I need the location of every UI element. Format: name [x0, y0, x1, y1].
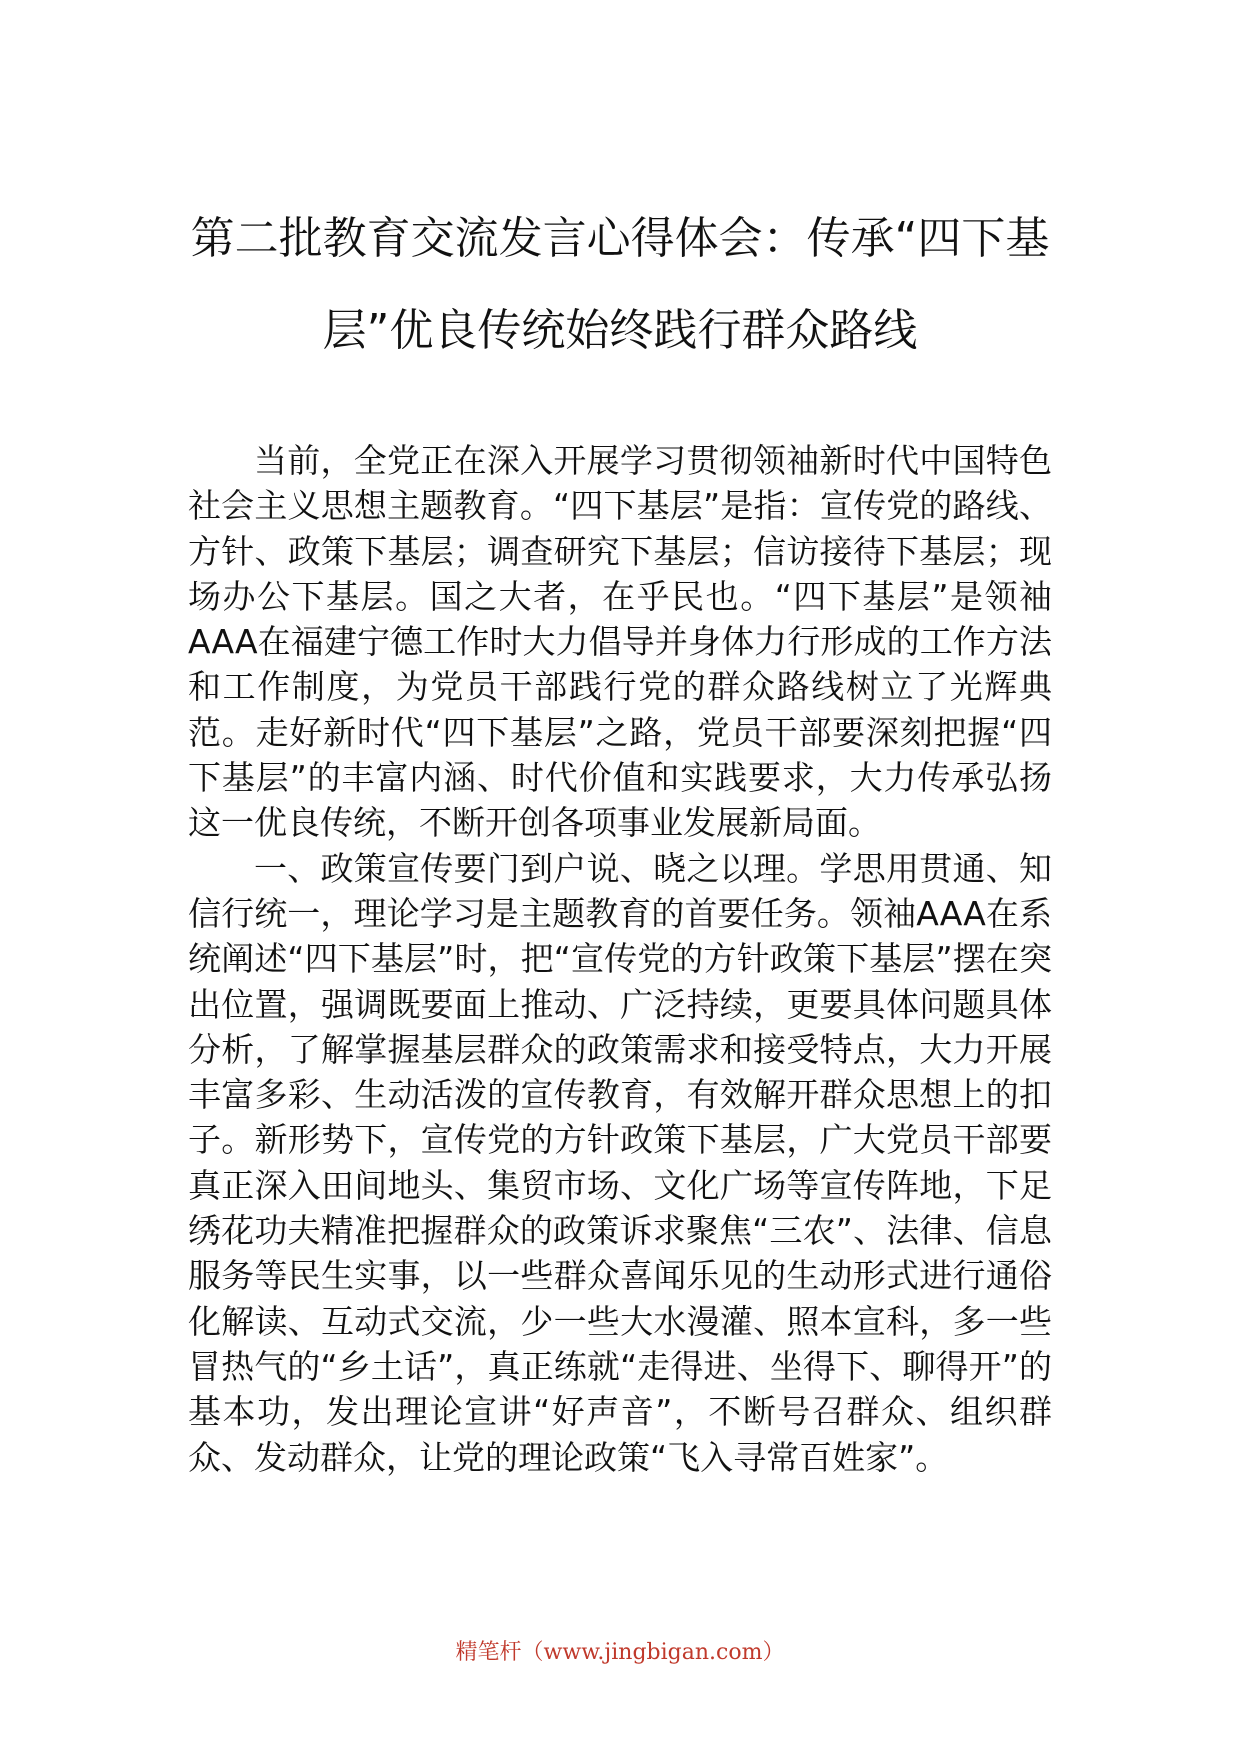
document-body	[188, 438, 1052, 1480]
paragraph-intro: 当前，全党正在深入开展学习贯彻领袖新时代中国特色社会主义思想主题教育。“四下基层”是指：宣传党的路线、方针、政策下基层；调查研究下基层；信访接待下基层；现场办公下基层。国之大者，在乎民也。“四下基层”是领袖AAA在福建宁德工作时大力倡导并身体力行形成的工作方法和工作制度，为党员干部践行党的群众路线树立了光辉典范。走好新时代“四下基层”之路，党员干部要深刻把握“四下基层”的丰富内涵、时代价值和实践要求，大力传承弘扬这一优良传统，不断开创各项事业发展新局面。	[188, 441, 1052, 843]
paragraph-section-1: 一、政策宣传要门到户说、晓之以理。学思用贯通、知信行统一，理论学习是主题教育的首要任务。领袖AAA在系统阐述“四下基层”时，把“宣传党的方针政策下基层”摆在突出位置，强调既要面上推动、广泛持续，更要具体问题具体分析，了解掌握基层群众的政策需求和接受特点，大力开展丰富多彩、生动活泼的宣传教育，有效解开群众思想上的扣子。新形势下，宣传党的方针政策下基层，广大党员干部要真正深入田间地头、集贸市场、文化广场等宣传阵地，下足绣花功夫精准把握群众的政策诉求聚焦“三农”、法律、信息服务等民生实事，以一些群众喜闻乐见的生动形式进行通俗化解读、互动式交流，少一些大水漫灌、照本宣科，多一些冒热气的“乡土话”，真正练就“走得进、坐得下、聊得开”的基本功，发出理论宣讲“好声音”，不断号召群众、组织群众、发动群众，让党的理论政策“飞入寻常百姓家”。	[188, 848, 1052, 1477]
document-title: 第二批教育交流发言心得体会：传承“四下基层”优良传统始终践行群众路线	[190, 213, 1050, 356]
footer-watermark: 精笔杆（www.jingbigan.com）	[455, 1640, 785, 1665]
